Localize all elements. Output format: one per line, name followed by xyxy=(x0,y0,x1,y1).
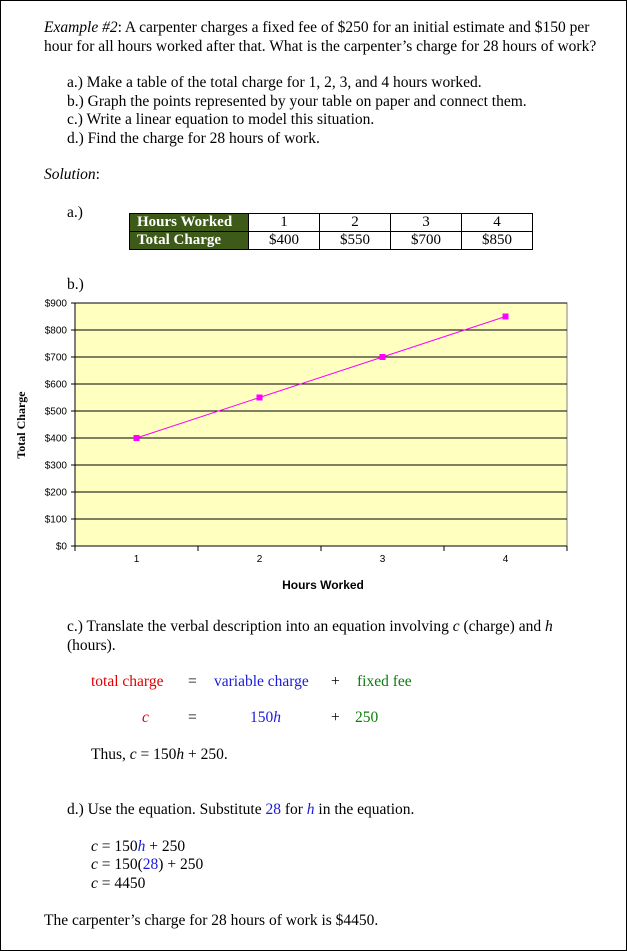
part-c-text-a: c.) Translate the verbal description into an equation involving xyxy=(67,618,453,635)
words-variable-charge: variable charge xyxy=(214,673,309,690)
y-axis-ticks xyxy=(45,299,75,553)
y-tick-label: $300 xyxy=(44,460,67,472)
thus-end: + 250. xyxy=(184,746,228,763)
task-b: b.) Graph the points represented by your table on paper and connect them. xyxy=(67,93,527,110)
step-2-number: 28 xyxy=(142,856,159,873)
y-tick-label: $800 xyxy=(44,325,67,337)
step-1-c: c xyxy=(91,838,98,855)
y-tick-label: $600 xyxy=(44,379,67,391)
y-axis-title: Total Charge xyxy=(14,391,28,459)
x-tick-label: 3 xyxy=(379,554,386,565)
plus-sign-2: + xyxy=(331,709,340,726)
step-3-result: = 4450 xyxy=(97,875,146,892)
part-c-line-2: (hours). xyxy=(67,637,116,654)
step-3 xyxy=(91,874,145,894)
part-d-line xyxy=(67,800,414,820)
step-2-c: c xyxy=(91,856,98,873)
part-c-line-1 xyxy=(67,617,553,637)
rate-value: 150 xyxy=(250,709,274,726)
task-a: a.) Make a table of the total charge for 1, 2, 3, and 4 hours worked. xyxy=(67,74,482,91)
var-h: h xyxy=(544,618,553,635)
words-fixed-fee: fixed fee xyxy=(357,673,412,690)
step-1 xyxy=(91,837,185,857)
data-point xyxy=(503,314,509,320)
step-1-rate: = 150 xyxy=(97,838,138,855)
data-point xyxy=(257,395,263,401)
part-d-text-b: for xyxy=(280,801,307,818)
row-header-hours: Hours Worked xyxy=(130,214,249,232)
x-tick-label: 2 xyxy=(256,554,263,565)
part-a-label: a.) xyxy=(67,204,83,221)
x-axis-ticks xyxy=(75,546,567,565)
solution-colon: : xyxy=(95,166,100,183)
thus-equation xyxy=(91,745,228,765)
thus-h: h xyxy=(176,746,185,763)
example-label: Example #2 xyxy=(44,19,118,36)
part-d-var-h: h xyxy=(306,801,315,818)
symbol-c: c xyxy=(142,709,149,726)
y-tick-label: $0 xyxy=(55,541,67,553)
table-cell: 1 xyxy=(249,214,320,232)
y-tick-label: $700 xyxy=(44,352,67,364)
symbol-250: 250 xyxy=(355,709,379,726)
line-chart xyxy=(0,290,627,600)
values-table xyxy=(129,213,533,250)
table-row-hours xyxy=(130,214,533,232)
part-b-label: b.) xyxy=(67,276,84,293)
step-2-fee: ) + 250 xyxy=(158,856,204,873)
y-tick-label: $900 xyxy=(44,298,67,310)
table-cell: 2 xyxy=(320,214,391,232)
example-text-1: : A carpenter charges a fixed fee of $250 for an initial estimate and $150 per xyxy=(117,19,590,36)
data-point xyxy=(134,435,140,441)
conclusion: The carpenter’s charge for 28 hours of work is $4450. xyxy=(44,912,379,929)
table-cell: 4 xyxy=(462,214,533,232)
step-2 xyxy=(91,855,203,875)
x-axis-title: Hours Worked xyxy=(282,578,364,592)
table-cell: $400 xyxy=(249,232,320,250)
table-cell: $700 xyxy=(391,232,462,250)
plus-sign-1: + xyxy=(331,673,340,690)
rate-h: h xyxy=(273,709,281,726)
table-cell: $850 xyxy=(462,232,533,250)
y-tick-label: $100 xyxy=(44,514,67,526)
table-cell: 3 xyxy=(391,214,462,232)
equals-sign-1: = xyxy=(188,673,197,690)
plot-area xyxy=(75,303,567,546)
step-1-fee: + 250 xyxy=(145,838,186,855)
step-3-c: c xyxy=(91,875,98,892)
words-total-charge: total charge xyxy=(91,673,164,690)
thus-rate: = 150 xyxy=(136,746,177,763)
step-1-h: h xyxy=(137,838,146,855)
example-line-2: hour for all hours worked after that. What is the carpenter’s charge for 28 hours of work? xyxy=(44,38,597,55)
thus-c: c xyxy=(129,746,137,763)
table-row-charge xyxy=(130,232,533,250)
y-tick-label: $200 xyxy=(44,487,67,499)
step-2-rate: = 150( xyxy=(97,856,143,873)
var-c: c xyxy=(452,618,460,635)
part-d-text-c: in the equation. xyxy=(314,801,415,818)
part-d-number: 28 xyxy=(265,801,281,818)
y-tick-label: $500 xyxy=(44,406,67,418)
symbol-150h xyxy=(250,708,281,728)
task-d: d.) Find the charge for 28 hours of work. xyxy=(67,130,320,147)
task-c: c.) Write a linear equation to model this situation. xyxy=(67,111,375,128)
solution-label: Solution xyxy=(44,166,96,183)
part-d-text-a: d.) Use the equation. Substitute xyxy=(67,801,266,818)
table-cell: $550 xyxy=(320,232,391,250)
part-c-text-b: (charge) and xyxy=(459,618,545,635)
x-tick-label: 4 xyxy=(502,554,509,565)
solution-heading xyxy=(44,165,100,185)
row-header-charge: Total Charge xyxy=(130,232,249,250)
data-point xyxy=(380,354,386,360)
example-line-1 xyxy=(44,18,589,38)
equals-sign-2: = xyxy=(188,709,197,726)
thus-text: Thus, xyxy=(91,746,130,763)
x-tick-label: 1 xyxy=(133,554,140,565)
y-tick-label: $400 xyxy=(44,433,67,445)
